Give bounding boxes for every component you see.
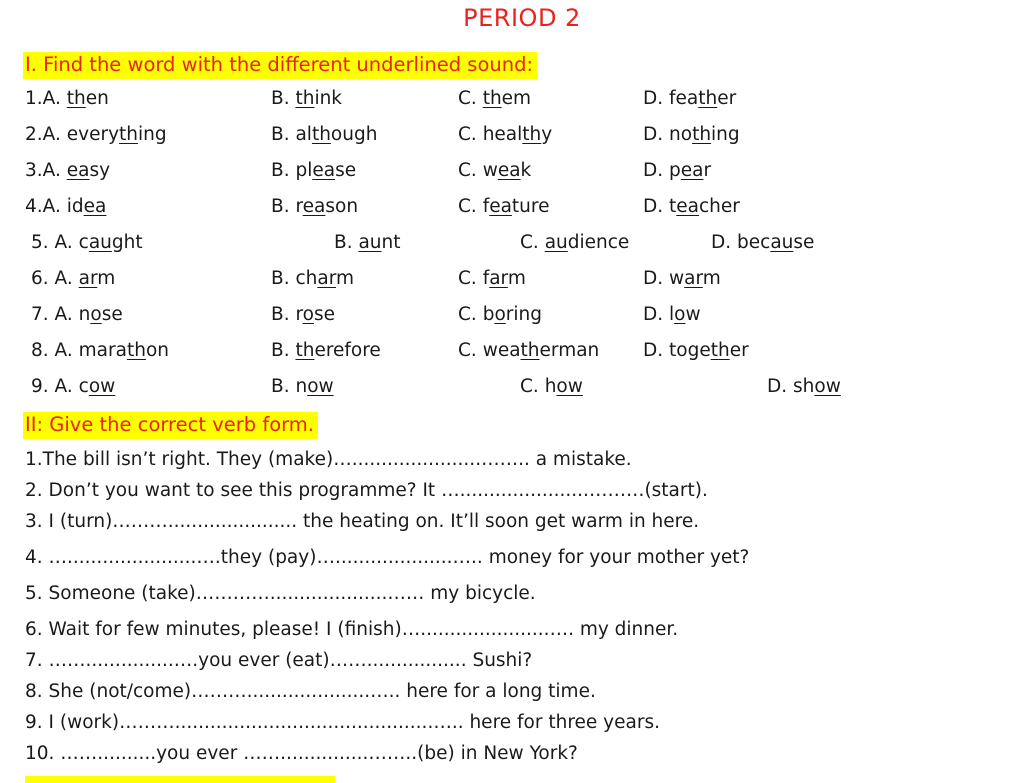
question-number: 4. <box>25 196 43 217</box>
option-b <box>271 340 381 361</box>
underlined-sound: th <box>119 124 139 145</box>
word-suffix: r <box>703 160 712 181</box>
option-letter: C. <box>458 340 483 361</box>
underlined-sound: th <box>311 124 331 145</box>
word-suffix: em <box>501 88 532 109</box>
option-a <box>25 88 109 109</box>
option-d <box>643 124 740 145</box>
underlined-sound: ar <box>489 268 508 289</box>
option-letter: C. <box>458 160 483 181</box>
option-letter: D. <box>711 232 738 253</box>
option-d <box>767 376 841 397</box>
word-prefix: t <box>669 196 677 217</box>
option-d <box>643 268 721 289</box>
option-c <box>458 268 526 289</box>
question-row <box>0 196 1024 224</box>
underlined-sound: th <box>295 340 315 361</box>
word-suffix: ing <box>138 124 167 145</box>
underlined-sound: o <box>302 304 314 325</box>
option-c <box>458 160 531 181</box>
word-prefix: n <box>295 376 308 397</box>
word-suffix: y <box>541 124 553 145</box>
question-row <box>0 124 1024 152</box>
underlined-sound: au <box>358 232 382 253</box>
option-letter: D. <box>643 268 670 289</box>
word-suffix: sy <box>89 160 111 181</box>
option-b <box>271 160 356 181</box>
option-a <box>31 232 143 253</box>
word-suffix: ring <box>505 304 542 325</box>
underlined-sound: o <box>90 304 102 325</box>
question-number: 9. <box>31 376 55 397</box>
option-letter: C. <box>458 124 483 145</box>
underlined-sound: th <box>692 124 712 145</box>
question-row <box>0 88 1024 116</box>
word-prefix: bec <box>737 232 771 253</box>
option-a <box>31 376 115 397</box>
word-prefix: f <box>482 268 490 289</box>
option-c <box>458 124 552 145</box>
word-suffix: k <box>520 160 532 181</box>
verb-sentence: 5. Someone (take)…………....................…… my bicycle. <box>25 583 536 604</box>
section-1-heading: I. Find the word with the different underlined sound: <box>23 52 537 79</box>
option-b <box>271 304 335 325</box>
question-number: 6. <box>31 268 55 289</box>
underlined-sound: o <box>674 304 686 325</box>
word-prefix: ch <box>295 268 318 289</box>
underlined-sound: th <box>520 340 540 361</box>
option-b <box>271 124 377 145</box>
option-d <box>643 196 740 217</box>
option-letter: C. <box>458 88 483 109</box>
word-suffix: w <box>685 304 701 325</box>
option-letter: B. <box>271 268 296 289</box>
word-prefix: p <box>669 160 681 181</box>
option-a <box>31 304 123 325</box>
option-letter: C. <box>458 304 483 325</box>
option-letter: C. <box>520 376 545 397</box>
option-d <box>643 340 749 361</box>
option-a <box>25 196 106 217</box>
underlined-sound: th <box>295 88 315 109</box>
underlined-sound: ow <box>88 376 116 397</box>
word-prefix: f <box>482 196 490 217</box>
word-suffix: nt <box>381 232 401 253</box>
word-prefix: r <box>295 196 303 217</box>
question-row <box>0 340 1024 368</box>
word-suffix: on <box>145 340 169 361</box>
option-b <box>271 196 358 217</box>
word-suffix: se <box>335 160 357 181</box>
underlined-sound: au <box>770 232 794 253</box>
page-title: PERIOD 2 <box>463 4 581 32</box>
verb-sentence: 10. ……..........you ever ……...............……..(be) in New York? <box>25 743 578 764</box>
verb-sentence: 3. I (turn)………...................... the heating on. It’ll soon get warm in here. <box>25 511 700 532</box>
question-row <box>0 268 1024 296</box>
option-b <box>334 232 401 253</box>
word-suffix: ture <box>511 196 550 217</box>
verb-sentence: 1.The bill isn’t right. They (make)…......................…….. a mistake. <box>25 449 632 470</box>
word-prefix: r <box>295 304 303 325</box>
word-suffix: m <box>97 268 116 289</box>
word-suffix: cher <box>699 196 740 217</box>
option-a <box>25 124 167 145</box>
option-b <box>271 376 334 397</box>
word-prefix: toge <box>669 340 711 361</box>
word-prefix: fea <box>669 88 699 109</box>
word-suffix: se <box>101 304 123 325</box>
option-letter: D. <box>643 196 670 217</box>
underlined-sound: ow <box>556 376 583 397</box>
word-prefix: h <box>544 376 557 397</box>
option-letter: B. <box>271 304 296 325</box>
word-suffix: ink <box>314 88 343 109</box>
word-suffix: m <box>507 268 526 289</box>
underlined-sound: th <box>698 88 718 109</box>
word-suffix: erman <box>539 340 600 361</box>
underlined-sound: th <box>66 88 86 109</box>
word-suffix: m <box>335 268 355 289</box>
underlined-sound: o <box>494 304 506 325</box>
word-suffix: en <box>85 88 109 109</box>
option-letter: D. <box>767 376 794 397</box>
word-prefix: l <box>669 304 675 325</box>
underlined-sound: ar <box>684 268 703 289</box>
option-c <box>458 196 549 217</box>
verb-sentence: 7. ……...............….you ever (eat)……................. Sushi? <box>25 650 533 671</box>
word-prefix: b <box>482 304 495 325</box>
option-letter: D. <box>643 160 670 181</box>
option-c <box>520 376 583 397</box>
word-prefix: no <box>669 124 693 145</box>
option-c <box>458 88 531 109</box>
option-d <box>643 304 701 325</box>
underlined-sound: ea <box>312 160 336 181</box>
option-letter: D. <box>643 304 670 325</box>
option-letter: B. <box>334 232 359 253</box>
underlined-sound: th <box>482 88 502 109</box>
option-a <box>25 160 110 181</box>
verb-sentence: 2. Don’t you want to see this programme? It …......................………(start). <box>25 480 708 501</box>
verb-sentence: 8. She (not/come)……….....................….. here for a long time. <box>25 681 596 702</box>
option-letter: A. <box>54 376 79 397</box>
word-prefix: every <box>66 124 120 145</box>
verb-sentence: 4. …......................….they (pay)…....................….. money for your mother yet? <box>25 547 750 568</box>
question-number: 2. <box>25 124 43 145</box>
word-prefix: c <box>78 232 89 253</box>
word-prefix: w <box>669 268 685 289</box>
word-prefix: wea <box>482 340 521 361</box>
underlined-sound: au <box>544 232 568 253</box>
word-suffix: ght <box>111 232 143 253</box>
option-letter: A. <box>42 88 67 109</box>
word-suffix: son <box>325 196 359 217</box>
option-d <box>643 88 736 109</box>
option-letter: D. <box>643 340 670 361</box>
option-letter: B. <box>271 124 296 145</box>
option-letter: A. <box>42 196 67 217</box>
word-suffix: dience <box>567 232 630 253</box>
underlined-sound: au <box>88 232 112 253</box>
option-letter: A. <box>54 268 79 289</box>
option-a <box>31 268 115 289</box>
option-a <box>31 340 169 361</box>
underlined-sound: ar <box>317 268 336 289</box>
question-row <box>0 376 1024 404</box>
word-suffix: se <box>793 232 815 253</box>
word-prefix: id <box>66 196 84 217</box>
word-suffix: ough <box>330 124 378 145</box>
option-c <box>458 304 542 325</box>
option-letter: B. <box>271 196 296 217</box>
option-d <box>711 232 814 253</box>
option-letter: B. <box>271 160 296 181</box>
underlined-sound: th <box>522 124 542 145</box>
word-prefix: pl <box>295 160 313 181</box>
option-b <box>271 268 354 289</box>
question-number: 5. <box>31 232 55 253</box>
verb-sentence: 6. Wait for few minutes, please! I (finish)…......................…. my dinner. <box>25 619 679 640</box>
word-prefix: heal <box>482 124 523 145</box>
word-suffix: m <box>702 268 721 289</box>
underlined-sound: th <box>126 340 146 361</box>
underlined-sound: ea <box>302 196 326 217</box>
underlined-sound: th <box>710 340 730 361</box>
underlined-sound: ea <box>680 160 704 181</box>
underlined-sound: ea <box>497 160 521 181</box>
option-letter: A. <box>54 340 79 361</box>
word-prefix: c <box>78 376 89 397</box>
word-prefix: sh <box>793 376 815 397</box>
question-number: 3. <box>25 160 43 181</box>
verb-sentence: 9. I (work)………............................................….. here for three years. <box>25 712 660 733</box>
word-prefix: mara <box>78 340 127 361</box>
word-suffix: se <box>313 304 336 325</box>
word-prefix: w <box>482 160 498 181</box>
option-letter: A. <box>54 304 79 325</box>
option-letter: B. <box>271 88 296 109</box>
question-number: 8. <box>31 340 55 361</box>
option-b <box>271 88 342 109</box>
word-suffix: erefore <box>314 340 381 361</box>
option-letter: D. <box>643 124 670 145</box>
option-letter: A. <box>42 160 67 181</box>
option-letter: A. <box>54 232 79 253</box>
underlined-sound: ea <box>676 196 699 217</box>
option-c <box>458 340 599 361</box>
option-letter: A. <box>42 124 67 145</box>
option-letter: C. <box>458 196 483 217</box>
underlined-sound: ea <box>66 160 90 181</box>
option-letter: D. <box>643 88 670 109</box>
option-letter: C. <box>520 232 545 253</box>
word-suffix: er <box>717 88 737 109</box>
word-prefix: al <box>295 124 312 145</box>
option-c <box>520 232 629 253</box>
next-section-heading-partial <box>25 776 335 783</box>
question-row <box>0 232 1024 260</box>
underlined-sound: ow <box>814 376 841 397</box>
underlined-sound: ea <box>489 196 512 217</box>
word-prefix: n <box>78 304 91 325</box>
question-number: 7. <box>31 304 55 325</box>
underlined-sound: ea <box>83 196 107 217</box>
option-letter: B. <box>271 376 296 397</box>
question-row <box>0 160 1024 188</box>
question-row <box>0 304 1024 332</box>
option-d <box>643 160 711 181</box>
underlined-sound: ar <box>78 268 98 289</box>
word-suffix: er <box>729 340 749 361</box>
option-letter: C. <box>458 268 483 289</box>
word-suffix: ing <box>711 124 740 145</box>
underlined-sound: ow <box>307 376 334 397</box>
option-letter: B. <box>271 340 296 361</box>
question-number: 1. <box>25 88 43 109</box>
section-2-heading: II: Give the correct verb form. <box>23 412 318 439</box>
